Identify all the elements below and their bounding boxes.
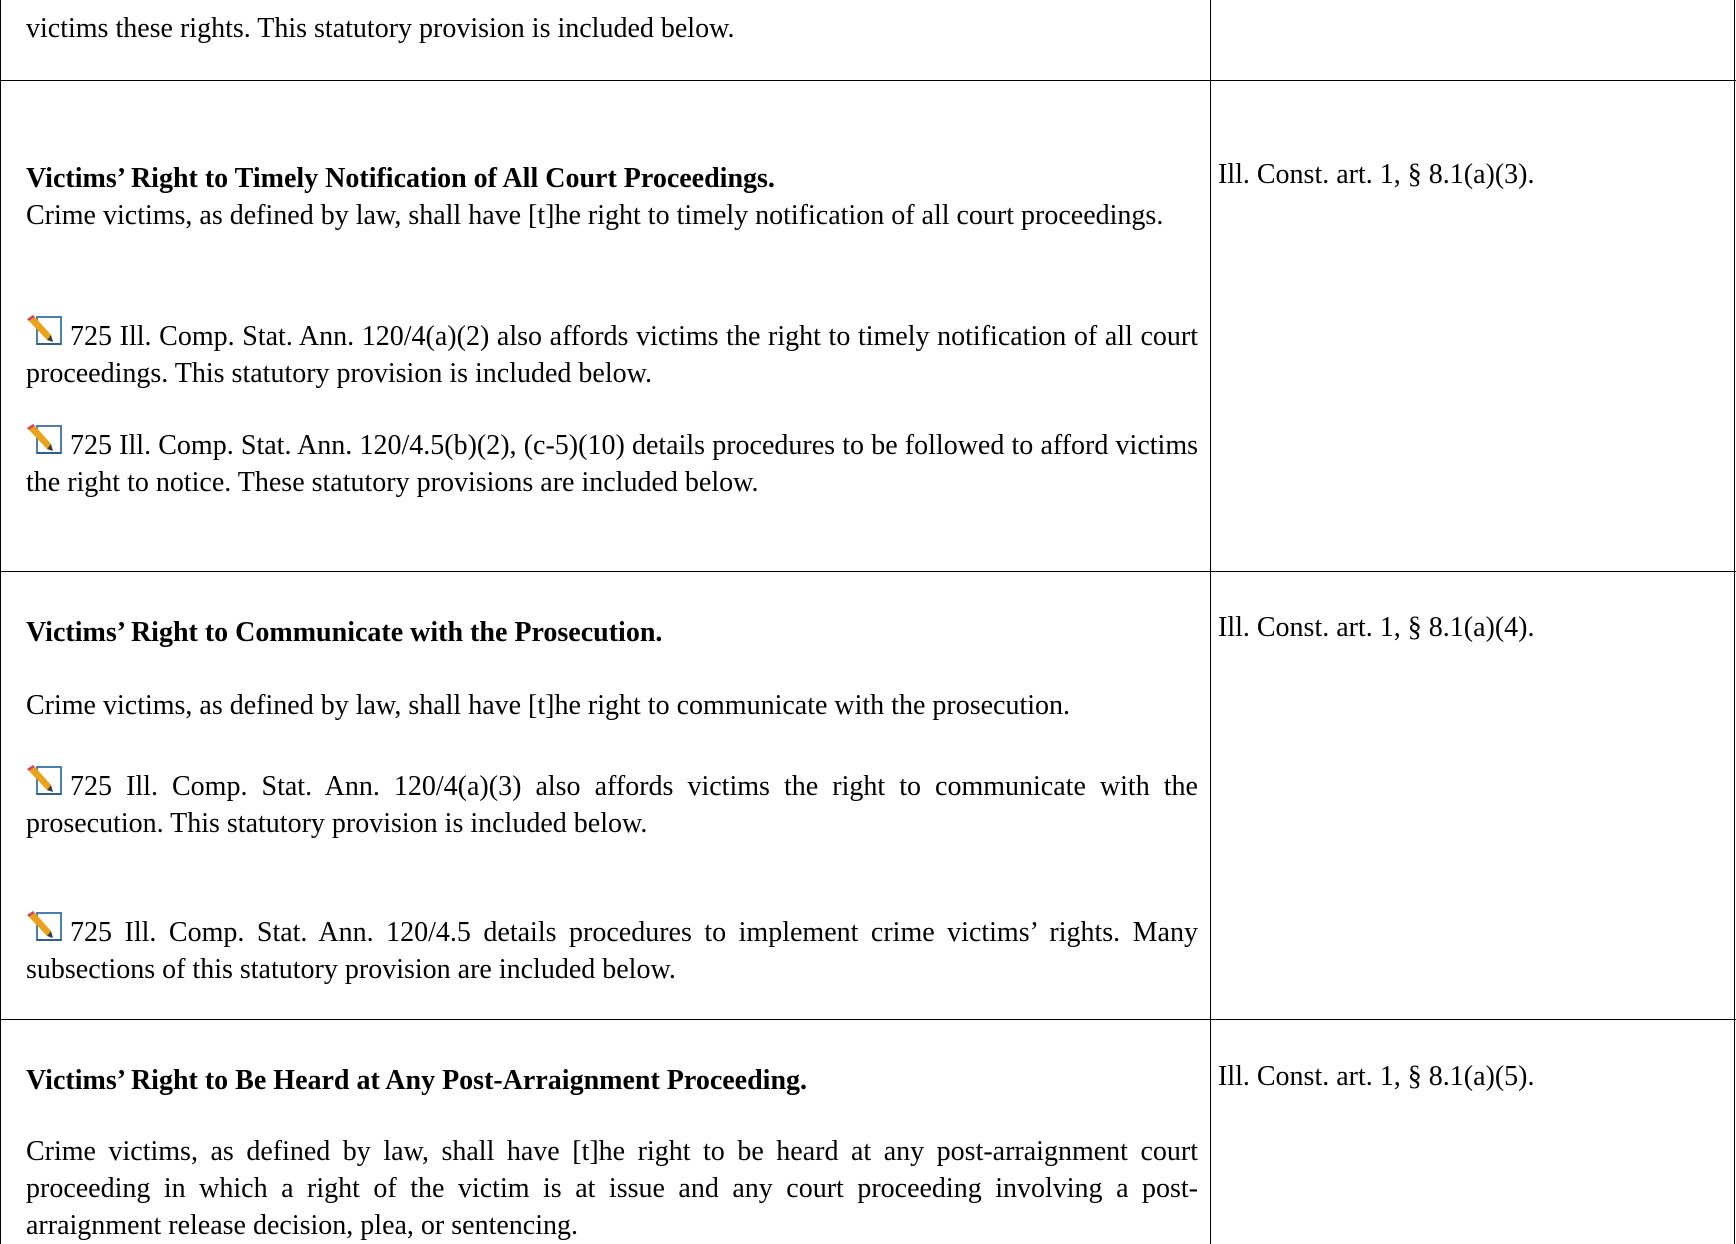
row-3-para-0: Crime victims, as defined by law, shall have [t]he right to be heard at any post-arraignment court proceeding in which a right of the victim is at issue and any court proceeding involving a post-arraignment release decision, plea, or sentencing. [26,1136,1198,1241]
row-1-para-2-text: 725 Ill. Comp. Stat. Ann. 120/4.5(b)(2), (c-5)(10) details procedures to be followed to afford victims the right to notice. These statutory provisions are included below. [26,430,1198,498]
row-divider [0,571,1736,572]
row-divider [0,1019,1736,1020]
row-2-heading: Victims’ Right to Communicate with the Prosecution. [26,617,663,648]
note-pencil-icon [26,424,64,456]
row-2-para-0: Crime victims, as defined by law, shall have [t]he right to communicate with the prosecution. [26,690,1071,721]
row-2-para-2 [26,911,1198,988]
table-right-border [1734,0,1735,1244]
note-pencil-icon [26,315,64,347]
note-pencil-icon [26,911,64,943]
column-divider [1210,0,1211,1244]
row-1-citation: Ill. Const. art. 1, § 8.1(a)(3). [1218,159,1535,190]
row-2-para-1-text: 725 Ill. Comp. Stat. Ann. 120/4(a)(3) also affords victims the right to communicate with the prosecution. This statutory provision is included below. [26,771,1198,839]
row-1-para-1-text: 725 Ill. Comp. Stat. Ann. 120/4(a)(2) also affords victims the right to timely notification of all court proceedings. This statutory provision is included below. [26,321,1198,389]
row-1-para-2 [26,424,1198,501]
row-3-citation: Ill. Const. art. 1, § 8.1(a)(5). [1218,1061,1535,1092]
row-0-para-0: victims these rights. This statutory provision is included below. [26,13,735,44]
row-2-para-2-text: 725 Ill. Comp. Stat. Ann. 120/4.5 details procedures to implement crime victims’ rights. Many subsections of this statutory provision are included below. [26,917,1198,985]
row-3-heading: Victims’ Right to Be Heard at Any Post-Arraignment Proceeding. [26,1065,808,1096]
note-pencil-icon [26,765,64,797]
row-divider [0,80,1736,81]
row-2-para-1 [26,765,1198,842]
row-1-heading: Victims’ Right to Timely Notification of All Court Proceedings. [26,163,775,194]
row-2-citation: Ill. Const. art. 1, § 8.1(a)(4). [1218,612,1535,643]
table-left-border [0,0,1,1244]
row-1-para-1 [26,315,1198,392]
row-1-para-0: Crime victims, as defined by law, shall have [t]he right to timely notification of all court proceedings. [26,200,1164,231]
